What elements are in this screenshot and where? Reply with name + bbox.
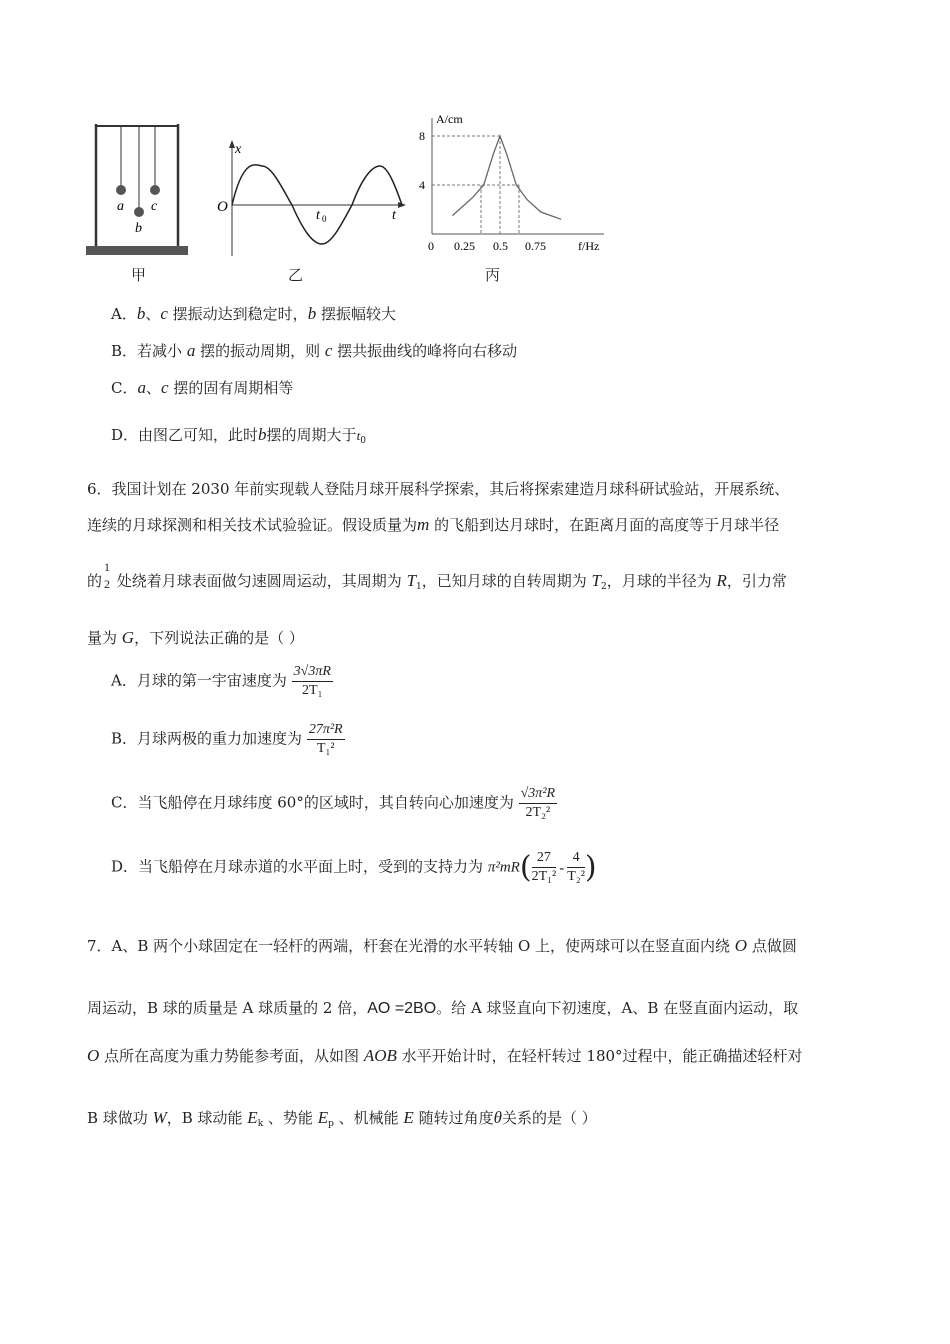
q5-option-b[interactable]: B．若减小 a 摆的振动周期，则 c 摆共振曲线的峰将向右移动 [111, 341, 518, 360]
q5-option-a[interactable]: A．b、c 摆振动达到稳定时，b 摆振幅较大 [111, 304, 396, 323]
pendulum-figure [82, 118, 194, 263]
caption-bing: 丙 [485, 266, 501, 284]
q6-option-c[interactable]: C．当飞船停在月球纬度 60°的区域时，其自转向心加速度为 $\frac{\text{√3π²R}}{\text{2T₂²}}$ [111, 786, 556, 820]
t-axis-label: t [392, 208, 396, 223]
label-c: c [151, 199, 158, 214]
caption-yi: 乙 [288, 266, 304, 284]
pendulum-b [134, 207, 144, 217]
caption-jia: 甲 [131, 266, 147, 284]
q7-stem-line4: B 球做功 W，B 球动能 $E_k$ 、势能 $E_p$ 、机械能 E 随转过角度θ关系的是（ ） [87, 1108, 597, 1129]
q5-option-d[interactable]: D．由图乙可知，此时b摆的周期大于$t_0$ [111, 425, 366, 446]
y-axis-label: A/cm [436, 112, 463, 126]
q7-stem-line3: O 点所在高度为重力势能参考面，从如图 AOB 水平开始计时，在轻杆转过 180°过程中，能正确描述轻杆对 [87, 1046, 803, 1065]
q7-stem-line2: 周运动，B 球的质量是 A 球质量的 2 倍，AO =2BO。给 A 球竖直向下初速度，A、B 在竖直面内运动，取 [87, 999, 799, 1017]
x-tick-05: 0.5 [493, 239, 508, 253]
q6-stem-line1: 6．我国计划在 2030 年前实现载人登陆月球开展科学探索，其后将探索建造月球科研试验站，开展系统、 [87, 480, 790, 498]
q7-stem-line1: 7．A、B 两个小球固定在一轻杆的两端，杆套在光滑的水平转轴 O 上，使两球可以在竖直面内绕 O 点做圆 [87, 936, 797, 955]
x-tick-025: 0.25 [454, 239, 475, 253]
displacement-graph [212, 138, 408, 260]
resonance-chart [408, 108, 608, 260]
y-tick-8: 8 [419, 129, 425, 143]
pendulum-base [86, 246, 188, 255]
resonance-curve [452, 136, 561, 219]
x-tick-075: 0.75 [525, 239, 546, 253]
label-a: a [117, 199, 124, 214]
q6-stem-line3: 的 1 2 处绕着月球表面做匀速圆周运动，其周期为 $T_1$，已知月球的自转周期为 $T_2$，月球的半径为 R，引力常 [87, 560, 787, 592]
t0-label: t [316, 208, 320, 223]
x-axis-label: f/Hz [578, 239, 600, 253]
origin-label: O [217, 199, 228, 215]
q6-option-d[interactable]: D．当飞船停在月球赤道的水平面上时，受到的支持力为 π²mR( $\frac{27}{\text{2T₁²}}$ - $\frac{4}{\text{T₂²}}$ ) [111, 850, 597, 885]
svg-text:0: 0 [322, 214, 327, 224]
label-b: b [135, 221, 142, 236]
q6-stem-line4: 量为 G，下列说法正确的是（ ） [87, 628, 304, 647]
q6-option-a[interactable]: A．月球的第一宇宙速度为 $\frac{3√3\pi R}{\text{2T₁}}$ [111, 664, 331, 698]
y-tick-4: 4 [419, 178, 425, 192]
x-tick-0: 0 [428, 239, 434, 253]
pendulum-a [116, 185, 126, 195]
x-axis-label: x [235, 142, 242, 157]
q6-stem-line2: 连续的月球探测和相关技术试验验证。假设质量为m 的飞船到达月球时，在距离月面的高度等于月球半径 [87, 515, 780, 534]
pendulum-c [150, 185, 160, 195]
q5-option-c[interactable]: C．a、c 摆的固有周期相等 [111, 378, 294, 397]
q6-option-b[interactable]: B．月球两极的重力加速度为 $\frac{\text{27π²R}}{\text{T₁²}}$ [111, 722, 343, 756]
